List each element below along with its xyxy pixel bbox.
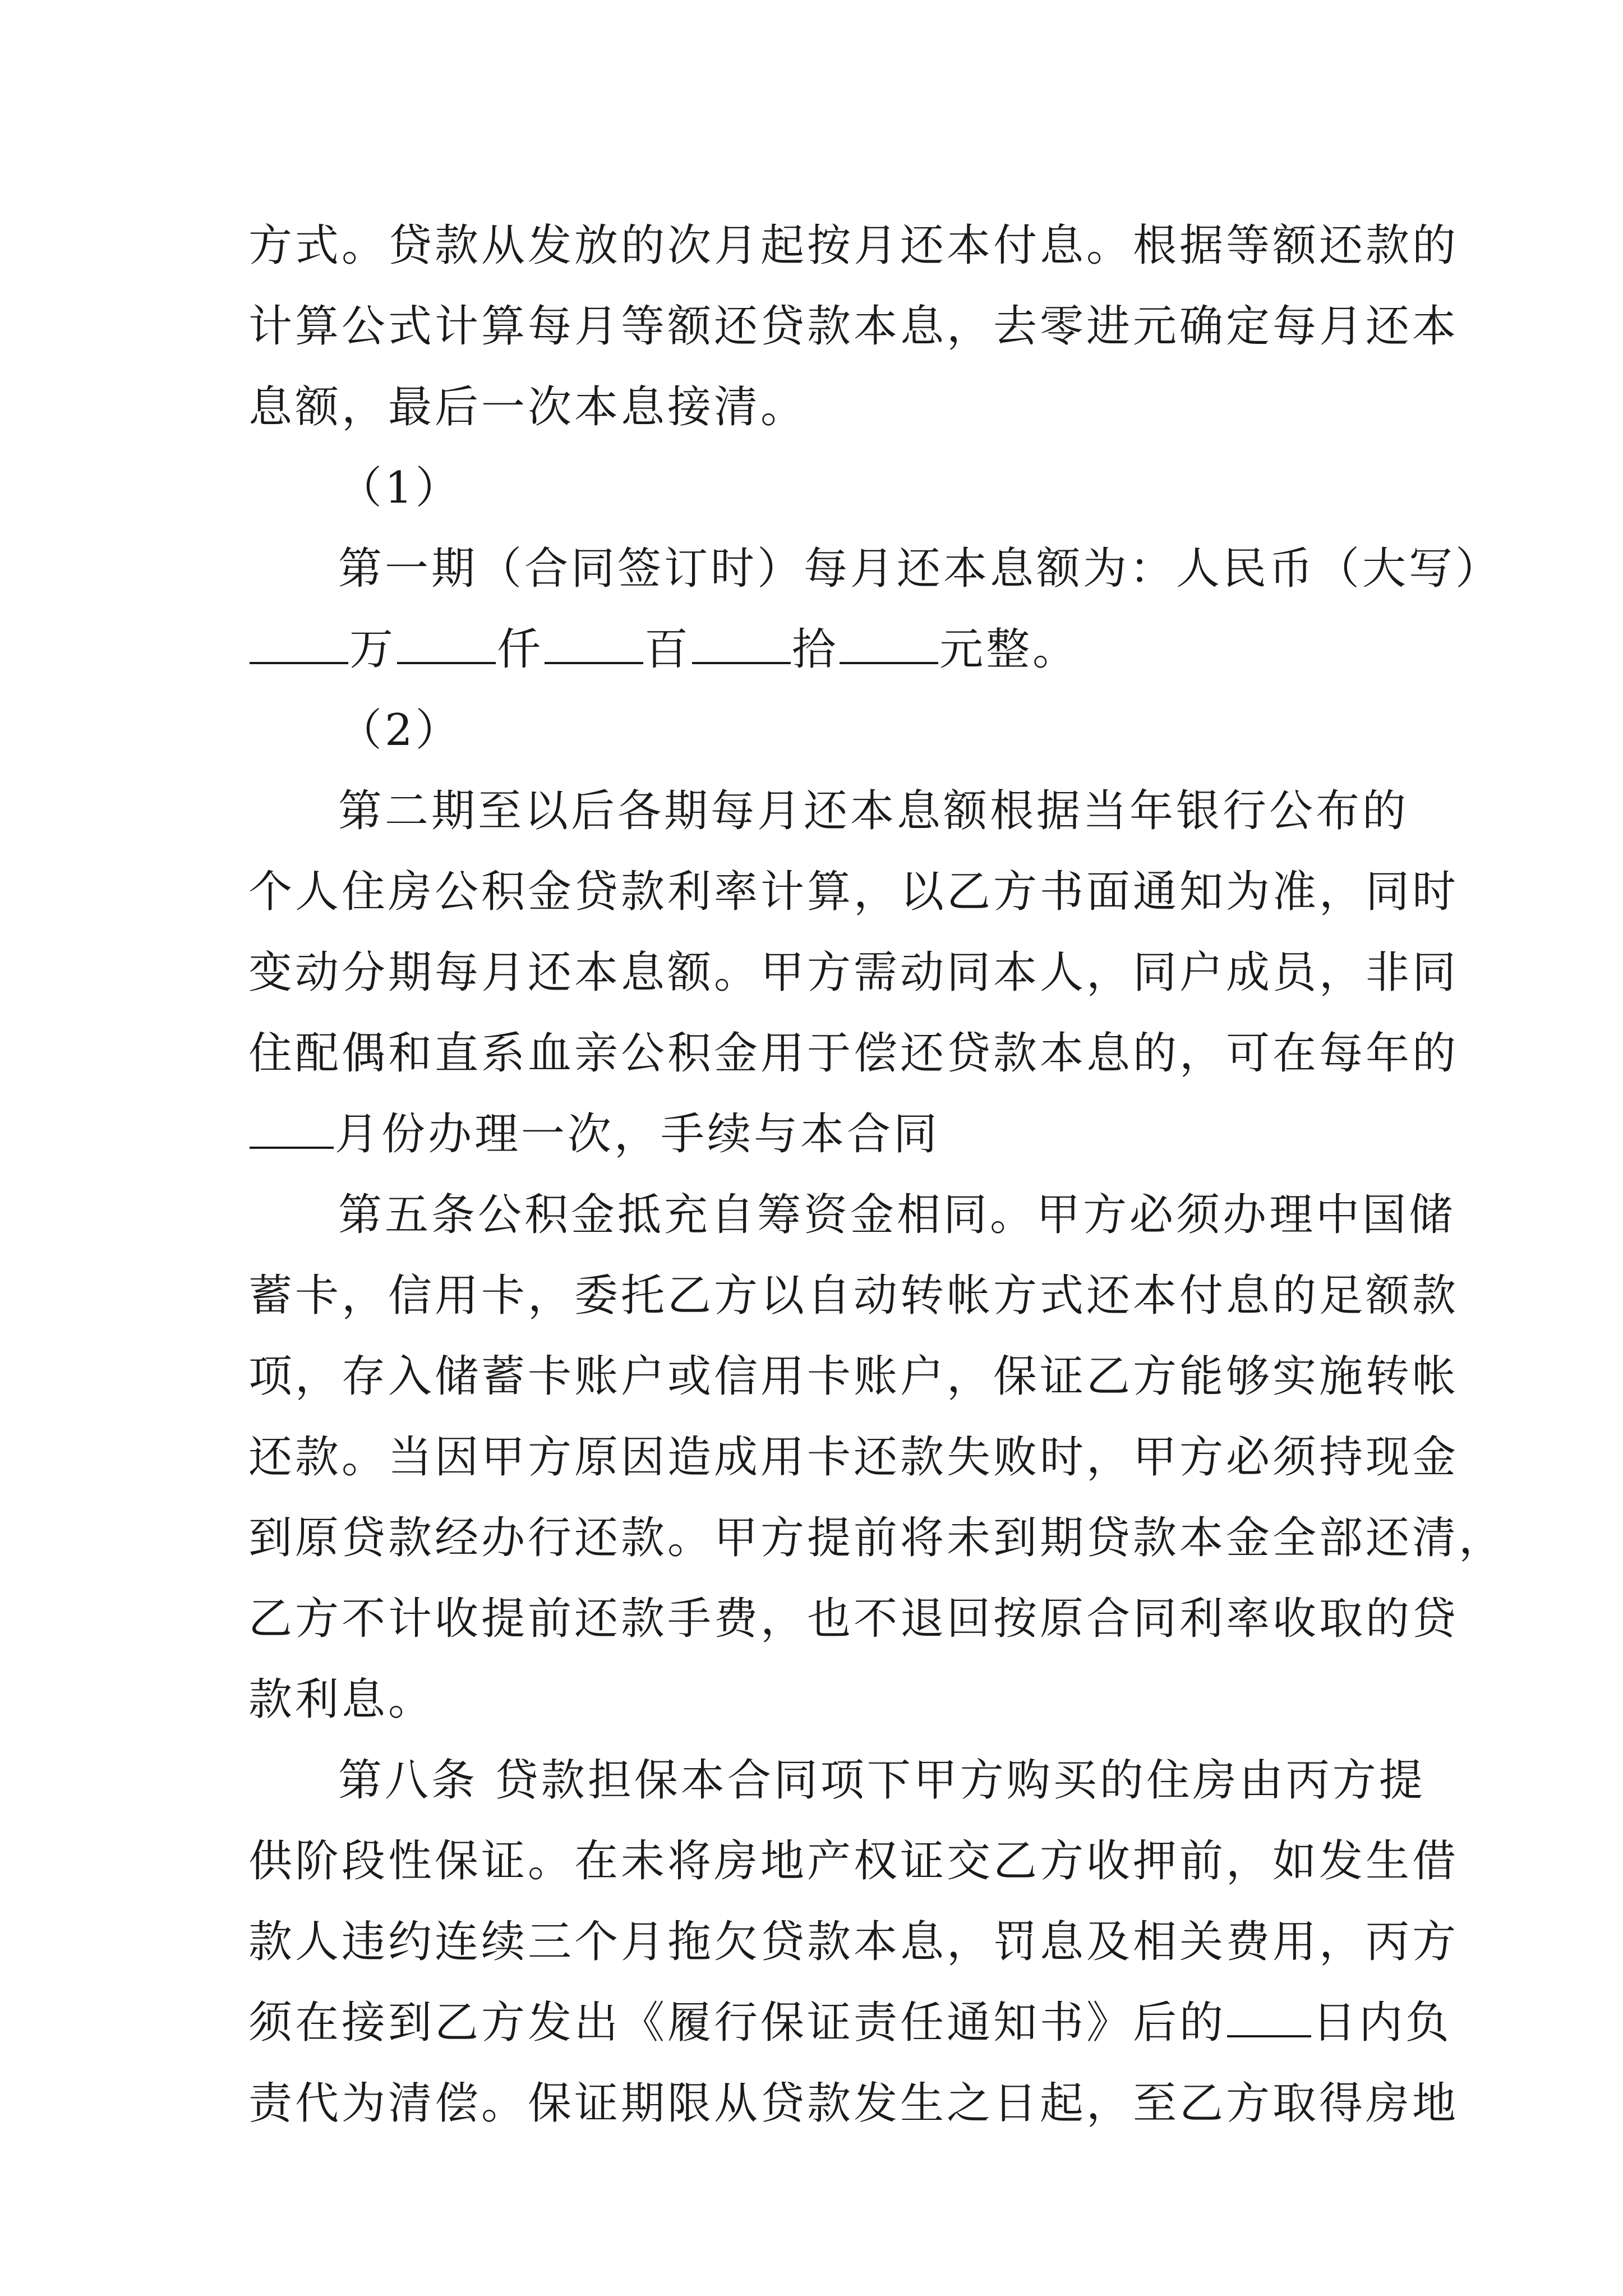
text-line: 款利息。 bbox=[248, 1674, 435, 1725]
blank-field bbox=[545, 623, 643, 664]
unit-label: 仟 bbox=[497, 624, 544, 675]
text-fragment: 日内负 bbox=[1312, 1998, 1453, 2048]
blank-field bbox=[397, 623, 496, 664]
unit-label: 拾 bbox=[792, 624, 839, 675]
text-line: 第八条 贷款担保本合同项下甲方购买的住房由丙方提 bbox=[338, 1755, 1426, 1806]
text-fragment: 月份办理一次，手续与本合同 bbox=[335, 1109, 940, 1159]
item-number: （2） bbox=[338, 705, 462, 756]
text-line: 住配偶和直系血亲公积金用于偿还贷款本息的，可在每年的 bbox=[248, 1028, 1459, 1079]
text-line: 供阶段性保证。在未将房地产权证交乙方收押前，如发生借 bbox=[248, 1836, 1459, 1887]
item-number: （1） bbox=[338, 463, 462, 513]
text-line: 变动分期每月还本息额。甲方需动同本人，同户成员，非同 bbox=[248, 947, 1459, 998]
unit-label: 元整。 bbox=[939, 624, 1080, 675]
blank-field bbox=[250, 1107, 334, 1149]
text-line: 个人住房公积金贷款利率计算，以乙方书面通知为准，同时 bbox=[248, 867, 1459, 917]
blank-field bbox=[840, 623, 938, 664]
text-line: 还款。当因甲方原因造成用卡还款失败时，甲方必须持现金 bbox=[248, 1432, 1459, 1483]
amount-line bbox=[248, 609, 1381, 690]
text-line: 蓄卡，信用卡，委托乙方以自动转帐方式还本付息的足额款 bbox=[248, 1271, 1459, 1321]
text-line: 到原贷款经办行还款。甲方提前将未到期贷款本金全部还清， bbox=[248, 1513, 1506, 1563]
text-line: 方式。贷款从发放的次月起按月还本付息。根据等额还款的 bbox=[248, 220, 1459, 271]
text-line: 第五条公积金抵充自筹资金相同。甲方必须办理中国储 bbox=[338, 1190, 1456, 1240]
text-line: 计算公式计算每月等额还贷款本息，去零进元确定每月还本 bbox=[248, 301, 1459, 352]
blank-field bbox=[692, 623, 791, 664]
text-line: 乙方不计收提前还款手费，也不退回按原合同利率收取的贷 bbox=[248, 1594, 1459, 1644]
text-line: 第一期（合同签订时）每月还本息额为：人民币（大写） bbox=[338, 544, 1502, 594]
text-line: 责代为清偿。保证期限从贷款发生之日起，至乙方取得房地 bbox=[248, 2078, 1459, 2129]
text-line: 款人违约连续三个月拖欠贷款本息，罚息及相关费用，丙方 bbox=[248, 1917, 1459, 1967]
text-fragment: 须在接到乙方发出《履行保证责任通知书》后的 bbox=[248, 1998, 1227, 2048]
text-line bbox=[248, 1982, 1453, 2063]
text-line: 息额，最后一次本息接清。 bbox=[248, 382, 808, 432]
text-line bbox=[248, 1094, 1381, 1175]
unit-label: 万 bbox=[349, 624, 396, 675]
text-line: 第二期至以后各期每月还本息额根据当年银行公布的 bbox=[338, 786, 1409, 836]
blank-field bbox=[1227, 1996, 1311, 2037]
text-line: 项，存入储蓄卡账户或信用卡账户，保证乙方能够实施转帐 bbox=[248, 1351, 1459, 1402]
contract-text bbox=[248, 205, 1506, 2144]
unit-label: 百 bbox=[644, 624, 691, 675]
blank-field bbox=[250, 623, 348, 664]
